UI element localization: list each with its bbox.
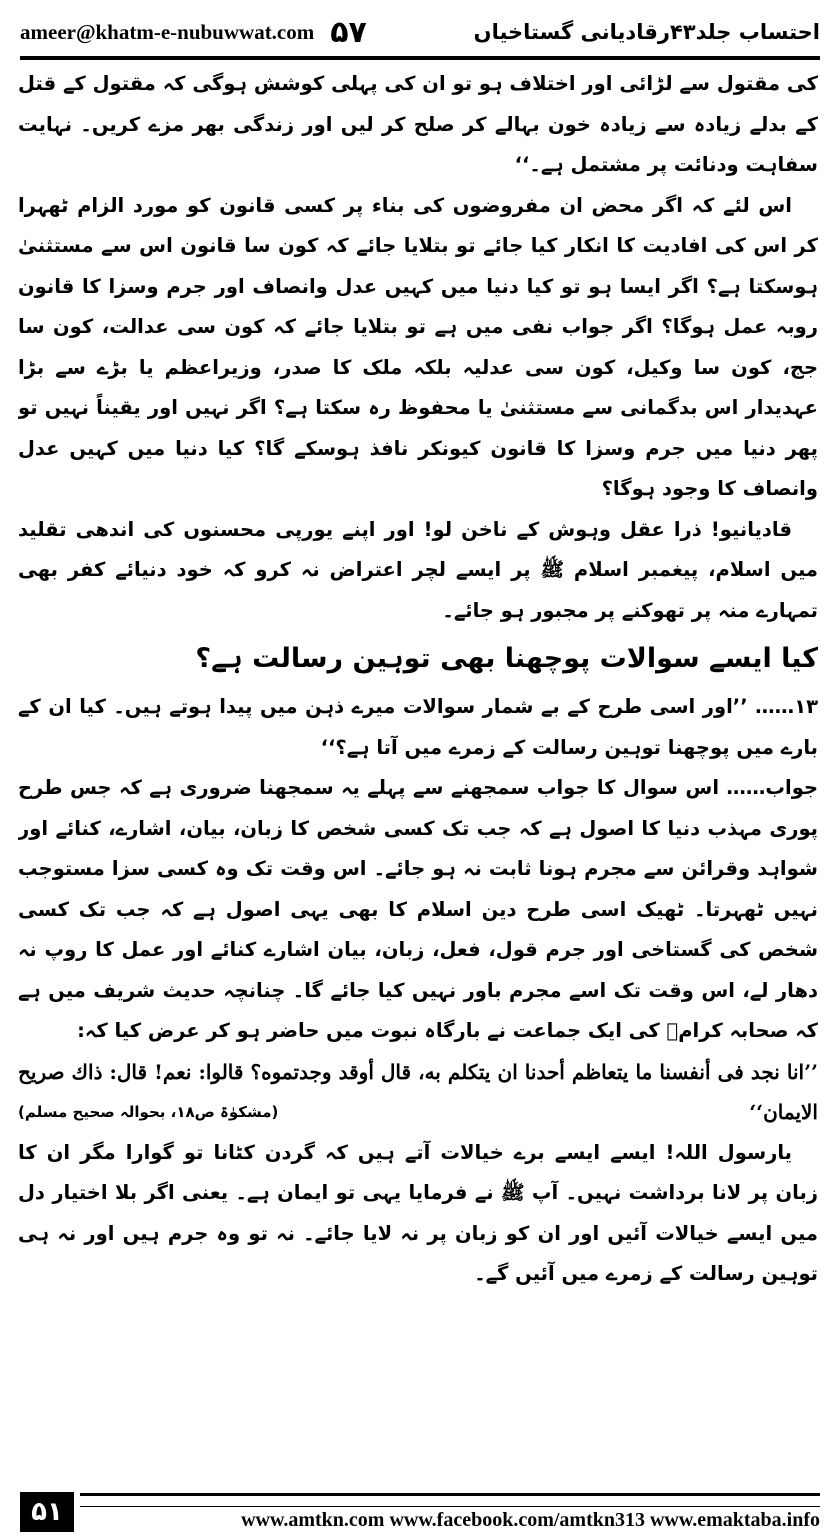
footer-page-number: ۵۱ (20, 1492, 74, 1532)
footer-rules (80, 1493, 820, 1507)
header-rule (20, 56, 820, 60)
page-header (20, 12, 820, 52)
section-heading: کیا ایسے سوالات پوچھنا بھی توہین رسالت ہے؟ (195, 643, 818, 674)
arabic-hadith-text: ’’انا نجد فی أنفسنا ما یتعاظم أحدنا ان یتکلم به، قال أوقد وجدتموه؟ قالوا: نعم! قال: ذاك صریح الایمان‘‘ (18, 1059, 818, 1124)
paragraph-question: ۱۳…… ’’اور اسی طرح کے بے شمار سوالات میرے ذہن میں پیدا ہوتے ہیں۔ کیا ان کے بارے میں پوچھنا توہین رسالت کے زمرے میں آتا ہے؟‘‘ (18, 695, 818, 759)
footer-links[interactable]: www.amtkn.com www.facebook.com/amtkn313 www.emaktaba.info (241, 1508, 820, 1531)
paragraph-argument: اس لئے کہ اگر محض ان مفروضوں کی بناء پر کسی قانون کو مورد الزام ٹھہرا کر اس کی افادیت کا انکار کیا جائے تو بتلایا جائے کہ کون سا قانون اس سے مستثنیٰ ہوسکتا ہے؟ اگر ایسا ہو تو کیا دنیا میں کہیں عدل وانصاف اور جرم وسزا کا قانون روبہ عمل ہوگا؟ اگر جواب نفی میں ہے تو بتلایا جائے کہ کون سی عدالت، کون سا جج، کون سا وکیل، کون سی عدلیہ بلکہ ملک کا صدر، وزیراعظم یا بڑے سے بڑا عہدیدار اس بدگمانی سے مستثنیٰ یا محفوظ رہ سکتا ہے؟ اگر نہیں اور یقیناً نہیں تو پھر دنیا میں جرم وسزا کا قانون کیونکر نافذ ہوسکے گا؟ کیا دنیا میں کہیں عدل وانصاف کا وجود ہوگا؟ (18, 193, 818, 500)
paragraph-answer: جواب…… اس سوال کا جواب سمجھنے سے پہلے یہ سمجھنا ضروری ہے کہ جس طرح پوری مہذب دنیا کا اصول ہے کہ جب تک کسی شخص کا زبان، بیان، اشارے، کنائے اور شواہد وقرائن سے مجرم ہونا ثابت نہ ہو جائے۔ اس وقت تک وہ کسی سزا مستوجب نہیں ٹھہرتا۔ ٹھیک اسی طرح دین اسلام کا بھی یہی اصول ہے کہ جب تک کسی شخص کی گستاخی اور جرم قول، فعل، زبان، بیان اشارے کنائے اور عمل کا روپ نہ دھار لے، اس وقت تک اسے مجرم باور نہیں کیا جائے گا۔ چنانچہ حدیث شریف میں ہے کہ صحابہ کرامؓ کی ایک جماعت نے بارگاہ نبوت میں حاضر ہو کر عرض کیا کہ: (18, 776, 818, 1042)
footer-right (80, 1493, 820, 1532)
header-email[interactable]: ameer@khatm-e-nubuwwat.com (20, 19, 315, 44)
header-left (20, 15, 367, 50)
hadith-reference: (مشکوٰۃ ص۱۸، بحوالہ صحیح مسلم) (18, 1103, 279, 1121)
paragraph-address: قادیانیو! ذرا عقل وہوش کے ناخن لو! اور اپنے یورپی محسنوں کی اندھی تقلید میں اسلام، پیغمبر اسلام ﷺ پر ایسے لچر اعتراض نہ کرو کہ خود دنیائے کفر بھی تمہارے منہ پر تھوکنے پر مجبور ہو جائے۔ (18, 517, 818, 622)
paragraph-quote-end: کی مقتول سے لڑائی اور اختلاف ہو تو ان کی پہلی کوشش ہوگی کہ مقتول کے قتل کے بدلے زیادہ سے زیادہ خون بہالے کر صلح کر لیں اور زندگی بھر مزے کریں۔ نہایت سفاہت ودنائت پر مشتمل ہے۔‘‘ (18, 72, 818, 176)
header-page-number: ۵۷ (330, 14, 367, 50)
page-footer (20, 1490, 820, 1534)
arabic-hadith (18, 1052, 818, 1133)
page-body (18, 64, 818, 1484)
header-book-title: احتساب جلد۴۳رقادیانی گستاخیاں (473, 20, 820, 44)
paragraph-explanation: یارسول اللہ! ایسے ایسے برے خیالات آتے ہیں کہ گردن کٹانا تو گوارا مگر ان کا زبان پر لانا برداشت نہیں۔ آپ ﷺ نے فرمایا یہی تو ایمان ہے۔ یعنی اگر بلا اختیار دل میں ایسے خیالات آئیں اور ان کو زبان پر نہ لایا جائے۔ نہ تو وہ جرم ہیں اور نہ ہی توہین رسالت کے زمرے میں آئیں گے۔ (18, 1140, 818, 1285)
